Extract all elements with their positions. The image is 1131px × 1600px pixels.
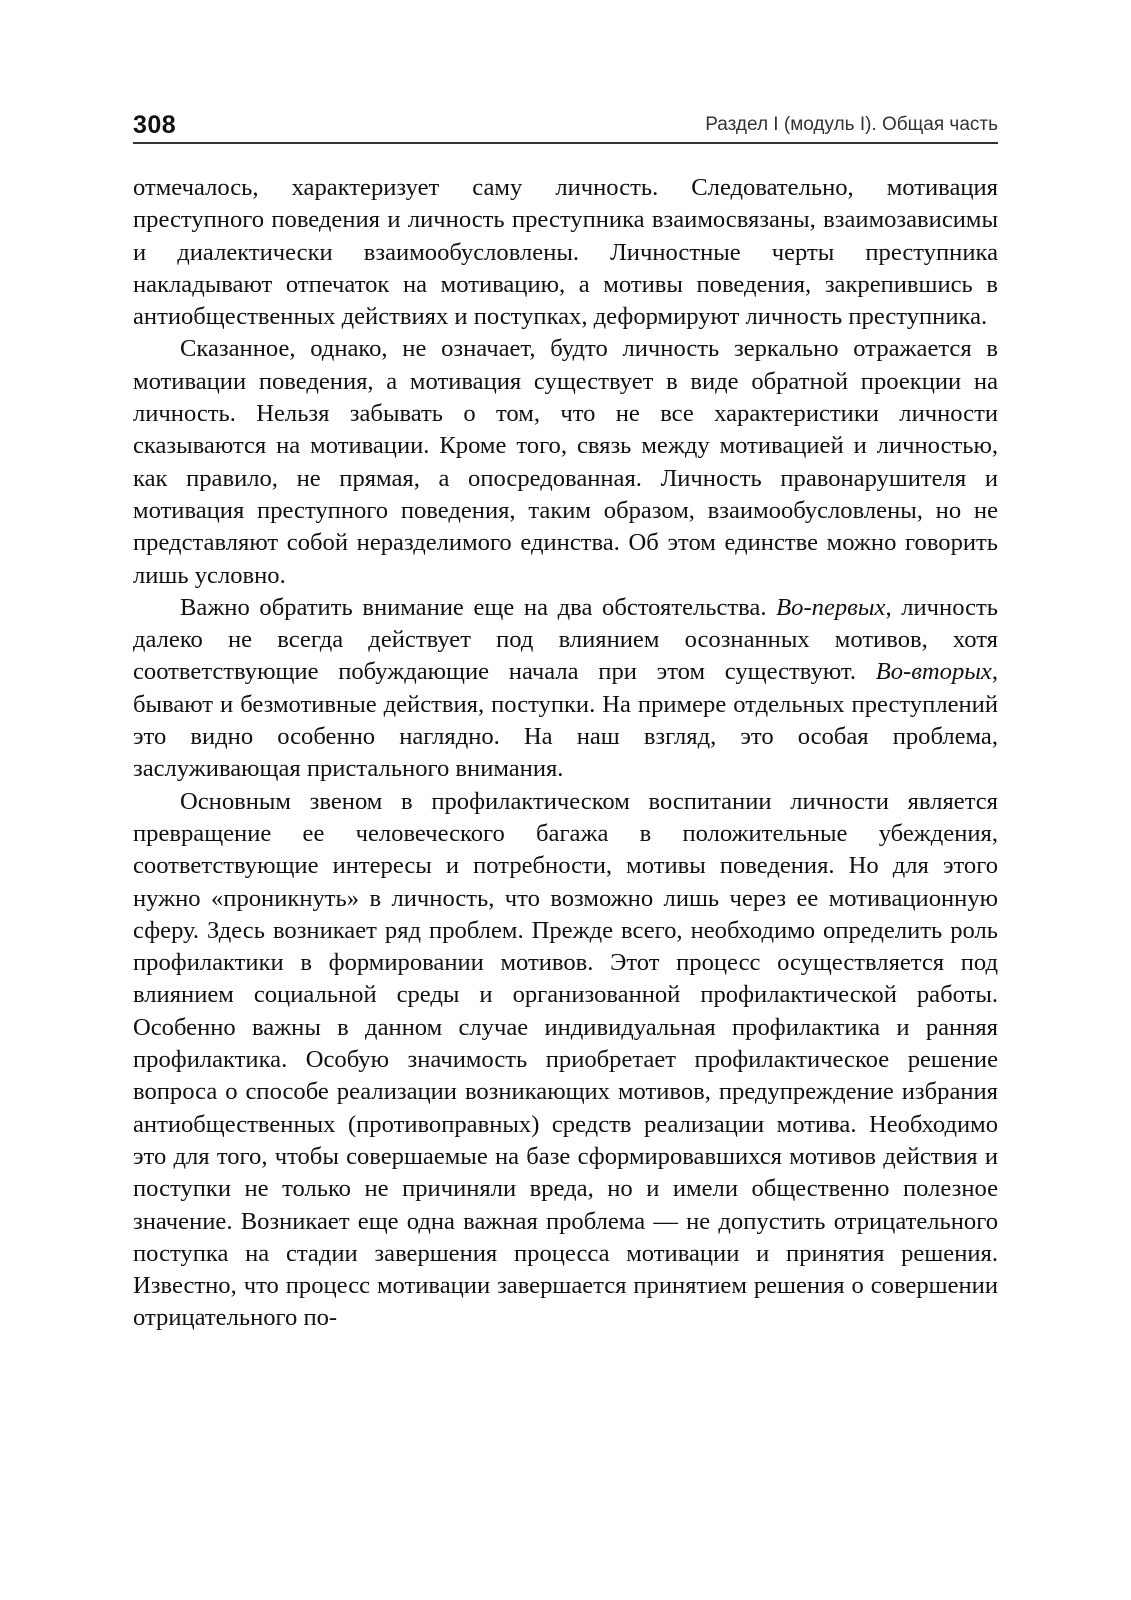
text-run: отмечалось, характеризует саму личность. Следовательно, мотивация преступного поведения и личность преступника взаимосвязаны, взаимозависимы и диалектически взаимообусловлены. Личностные черты преступника накладывают отпечаток на мотивацию, а мотивы поведения, закрепившись в антиобщественных действиях и поступках, деформируют личность преступника. [133, 174, 998, 331]
paragraph-4 [133, 786, 998, 1335]
emphasis-text: Во-вторых [875, 658, 992, 686]
body-text [133, 172, 998, 1335]
page-number: 308 [133, 111, 177, 139]
text-run: Основным звеном в профилактическом воспитании личности является превращение ее человеческого багажа в положительные убеждения, соответствующие интересы и потребности, мотивы поведения. Но для этого нужно «проникнуть» в личность, что возможно лишь через ее мотивационную сферу. Здесь возникает ряд проблем. Прежде всего, необходимо определить роль профилактики в формировании мотивов. Этот процесс осуществляется под влиянием социальной среды и организованной профилактической работы. Особенно важны в данном случае индивидуальная профилактика и ранняя профилактика. Особую значимость приобретает профилактическое решение вопроса о способе реализации возникающих мотивов, предупреждение избрания антиобщественных (противоправных) средств реализации мотива. Необходимо это для того, чтобы совершаемые на базе сформировавшихся мотивов действия и поступки не только не причиняли вреда, но и имели общественно полезное значение. Возникает еще одна важная проблема — не допустить отрицательного поступка на стадии завершения процесса мотивации и принятия решения. Известно, что процесс мотивации завершается принятием решения о совершении отрицательного по- [133, 787, 998, 1332]
section-title: Раздел I (модуль I). Общая часть [705, 114, 998, 135]
running-head [133, 108, 998, 144]
emphasis-text: Во-первых [776, 593, 886, 621]
paragraph-2 [133, 333, 998, 591]
text-run: Важно обратить внимание еще на два обстоятельства. [180, 593, 777, 621]
text-run: Сказанное, однако, не означает, будто личность зеркально отражается в мотивации поведения, а мотивация существует в виде обратной проекции на личность. Нельзя забывать о том, что не все характеристики личности сказываются на мотивации. Кроме того, связь между мотивацией и личностью, как правило, не прямая, а опосредованная. Личность правонарушителя и мотивация преступного поведения, таким образом, взаимообусловлены, но не представляют собой неразделимого единства. Об этом единстве можно говорить лишь условно. [133, 335, 998, 589]
paragraph-1 [133, 172, 998, 333]
paragraph-3 [133, 592, 998, 786]
text-run: , бывают и безмотивные действия, поступки. На примере отдельных преступлений это видно особенно наглядно. На наш взгляд, это особая проблема, заслуживающая пристального внимания. [133, 658, 998, 783]
text-run: , личность далеко не всегда действует под влиянием осознанных мотивов, хотя соответствующие побуждающие начала при этом существуют. [133, 593, 998, 686]
